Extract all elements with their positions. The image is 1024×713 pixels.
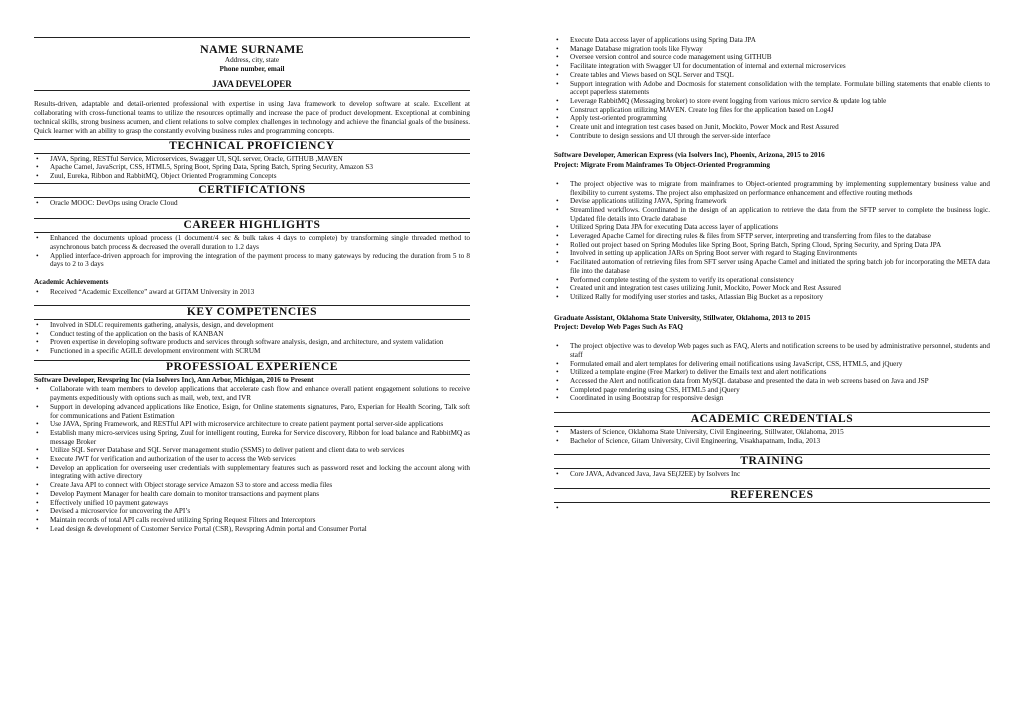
contact-info: Phone number, email — [219, 64, 285, 73]
list-item: • Develop an application for overseeing user credentials with supplementary features such as password reset and locking the account along with integrating with active directory — [34, 464, 470, 481]
list-item: • Functioned in a specific AGILE development environment with SCRUM — [34, 347, 470, 356]
list-item: • Utilized Spring Data JPA for executing Data access layer of applications — [554, 223, 990, 232]
job1-title: Software Developer, Revspring Inc (via Isolvers Inc), Ann Arbor, Michigan, 2016 to Present — [34, 375, 314, 384]
list-item: • Coordinated in using Bootstrap for responsive design — [554, 394, 990, 403]
list-item: • Support integration with Adobe and Docmosis for statement consolidation with the template. Formulate billing statements that enable clients to accept paperless statements — [554, 80, 990, 97]
list-item: • Create tables and Views based on SQL Server and TSQL — [554, 71, 990, 80]
section-academic-heading: ACADEMIC CREDENTIALS — [554, 412, 990, 427]
list-item: • Devised a microservice for uncovering the API’s — [34, 507, 470, 516]
job1-list-right — [554, 36, 990, 140]
list-item: • Establish many micro-services using Spring, Zuul for intelligent routing, Eureka for Service discovery, Ribbon for load balance and RabbitMQ as message Broker — [34, 429, 470, 446]
list-item: • Conduct testing of the application on the basis of KANBAN — [34, 330, 470, 339]
list-item: • Utilized a template engine (Free Marker) to deliver the Emails text and alert notifications — [554, 368, 990, 377]
list-item: • Execute Data access layer of applications using Spring Data JPA — [554, 36, 990, 45]
list-item: • Involved in setting up application JARs on Spring Boot server with regard to Staging Environments — [554, 249, 990, 258]
list-item: • Formulated email and alert templates for delivering email notifications using JavaScript, CSS, HTML5, and jQuery — [554, 360, 990, 369]
list-item: • Enhanced the documents upload process (1 document/4 sec & bulk takes 4 days to complete) by transforming single threaded method to asynchronous batch process & decreased the overall duration to 1.2 days — [34, 234, 470, 251]
list-item: • Received “Academic Excellence” award at GITAM University in 2013 — [34, 288, 470, 297]
list-item: • Create unit and integration test cases based on Junit, Mockito, Power Mock and Rest Assured — [554, 123, 990, 132]
list-item: • Created unit and integration test cases utilizing Junit, Mockito, Power Mock and Rest Assured — [554, 284, 990, 293]
list-item: • Develop Payment Manager for health care domain to monitor transactions and payment plans — [34, 490, 470, 499]
career-list — [34, 234, 470, 269]
job-title: JAVA DEVELOPER — [212, 79, 292, 90]
list-item: • Performed complete testing of the system to verify its operational consistency — [554, 276, 990, 285]
competencies-list — [34, 321, 470, 356]
address: Address, city, state — [224, 56, 280, 64]
left-column — [34, 37, 470, 533]
candidate-name: NAME SURNAME — [200, 42, 304, 56]
list-item: • The project objective was to migrate from mainframes to Object-oriented programming by implementing supplementary business value and flexibility to current systems. The project also emphasized on performance enhancement and effective routing methods — [554, 180, 990, 197]
right-column — [554, 35, 990, 504]
list-item: • Utilized Rally for modifying user stories and tasks, Atlassian Big Bucket as a repository — [554, 293, 990, 302]
list-item: • Zuul, Eureka, Ribbon and RabbitMQ, Object Oriented Programming Concepts — [34, 172, 470, 181]
list-item: • Utilize SQL Server Database and SQL Server management studio (SSMS) to deliver patient and client data to web services — [34, 446, 470, 455]
job2-list — [554, 180, 990, 302]
list-item: • Oracle MOOC: DevOps using Oracle Cloud — [34, 199, 470, 208]
job2-project: Project: Migrate From Mainframes To Object-Oriented Programming — [554, 161, 770, 170]
list-item: • Accessed the Alert and notification data from MySQL database and presented the data in web screens based on Java and JSP — [554, 377, 990, 386]
job3-list — [554, 342, 990, 403]
list-item: • Support in developing advanced applications like Enotice, Esign, for Online statements signatures, Paro, Experian for Health Scoring, Talk soft for communications and Patient Estimation — [34, 403, 470, 420]
job3-title: Graduate Assistant, Oklahoma State University, Stillwater, Oklahoma, 2013 to 2015 — [554, 313, 811, 322]
list-item: • Apache Camel, JavaScript, CSS, HTML5, Spring Boot, Spring Data, Spring Batch, Spring Security, Amazon S3 — [34, 163, 470, 172]
list-item: • Create Java API to connect with Object storage service Amazon S3 to store and access media files — [34, 481, 470, 490]
academic-list — [554, 428, 990, 445]
section-technical-heading: TECHNICAL PROFICIENCY — [34, 139, 470, 154]
list-item: • Maintain records of total API calls received utilizing Spring Request Filters and Interceptors — [34, 516, 470, 525]
list-item: • Devise applications utilizing JAVA, Spring framework — [554, 197, 990, 206]
list-item: • Construct application utilizing MAVEN. Create log files for the application based on Log4J — [554, 106, 990, 115]
technical-list — [34, 155, 470, 181]
list-item: • Execute JWT for verification and authorization of the user to access the Web services — [34, 455, 470, 464]
list-item: • Streamlined workflows. Coordinated in the design of an application to retrieve the data from the SFTP server to complete the business logic. Updated file details into Oracle database — [554, 206, 990, 223]
list-item: • Contribute to design sessions and UI through the server-side interface — [554, 132, 990, 141]
list-item: • Effectively unified 10 payment gateways — [34, 499, 470, 508]
list-item: • Facilitated automation of retrieving files from SFT server using Apache Camel and initiated the spring batch job for incorporating the META data file into the database — [554, 258, 990, 275]
list-item: • Lead design & development of Customer Service Portal (CSR), Revspring Admin portal and Consumer Portal — [34, 525, 470, 534]
list-item: • Leverage RabbitMQ (Messaging broker) to store event logging from various micro service & update log table — [554, 97, 990, 106]
list-item: • Apply test-oriented programming — [554, 114, 990, 123]
certifications-list — [34, 199, 470, 208]
list-item: • Proven expertise in developing software products and services through software analysis, design, and architecture, and system validation — [34, 338, 470, 347]
section-experience-heading: PROFESSIOAL EXPERIENCE — [34, 360, 470, 375]
list-item: • JAVA, Spring, RESTful Service, Microservices, Swagger UI, SQL server, Oracle, GITHUB ,MAVEN — [34, 155, 470, 164]
list-item: • Masters of Science, Oklahoma State University, Civil Engineering, Stillwater, Oklahoma, 2015 — [554, 428, 990, 437]
list-item: • Rolled out project based on Spring Modules like Spring Boot, Spring Batch, Spring Cloud, Spring Security, and Spring Data JPA — [554, 241, 990, 250]
list-item: • Involved in SDLC requirements gathering, analysis, design, and development — [34, 321, 470, 330]
job1-list-left — [34, 385, 470, 533]
list-item: • Oversee version control and source code management using GITHUB — [554, 53, 990, 62]
list-item: • Collaborate with team members to develop applications that accelerate cash flow and enhance overall patient engagement solutions to receive payments expeditiously with options such as mail, web, text, and IVR — [34, 385, 470, 402]
job2-title: Software Developer, American Express (via Isolvers Inc), Phoenix, Arizona, 2015 to 2016 — [554, 151, 825, 160]
list-item: • Manage Database migration tools like Flyway — [554, 45, 990, 54]
section-certifications-heading: CERTIFICATIONS — [34, 183, 470, 198]
list-item: • Core JAVA, Advanced Java, Java SE(J2EE) by Isolvers Inc — [554, 470, 990, 479]
section-competencies-heading: KEY COMPETENCIES — [34, 305, 470, 320]
list-item: • Bachelor of Science, Gitam University, Civil Engineering, Visakhapatnam, India, 2013 — [554, 437, 990, 446]
summary-paragraph: Results-driven, adaptable and detail-oriented professional with expertise in using Java framework to develop software at scale. Excellent at collaborating with cross-functional teams to utilize the resources optimally and increase the pace of product development. Exceptional at combining technical skills, strong business acumen, and client relations to solve complex challenges in technology and achieve the financial goals of the business. Quick learner with an ability to grasp the constantly evolving business rules and programming concepts. — [34, 100, 470, 136]
section-references-heading: REFERENCES — [554, 488, 990, 503]
job3-project: Project: Develop Web Pages Such As FAQ — [554, 323, 683, 332]
training-list — [554, 470, 990, 479]
list-item: • The project objective was to develop Web pages such as FAQ, Alerts and notification screens to be used by administrative personnel, students and staff — [554, 342, 990, 359]
section-training-heading: TRAINING — [554, 454, 990, 469]
section-career-heading: CAREER HIGHLIGHTS — [34, 218, 470, 233]
list-item: • Completed page rendering using CSS, HTML5 and jQuery — [554, 386, 990, 395]
list-item: • Leveraged Apache Camel for directing rules & files from SFTP server, interpreting and transferring from files to the database — [554, 232, 990, 241]
list-item: • Facilitate integration with Swagger UI for documentation of internal and external microservices — [554, 62, 990, 71]
academic-achievements-list — [34, 288, 470, 297]
list-item: • Applied interface-driven approach for improving the integration of the payment process to many gateways by reducing the duration from 5 to 8 days to 2 to 3 days — [34, 252, 470, 269]
top-rule — [34, 37, 470, 38]
list-item: • Use JAVA, Spring Framework, and RESTful API with microservice architecture to create patient payment portal server-side applications — [34, 420, 470, 429]
academic-achievements-heading: Academic Achievements — [34, 278, 109, 287]
